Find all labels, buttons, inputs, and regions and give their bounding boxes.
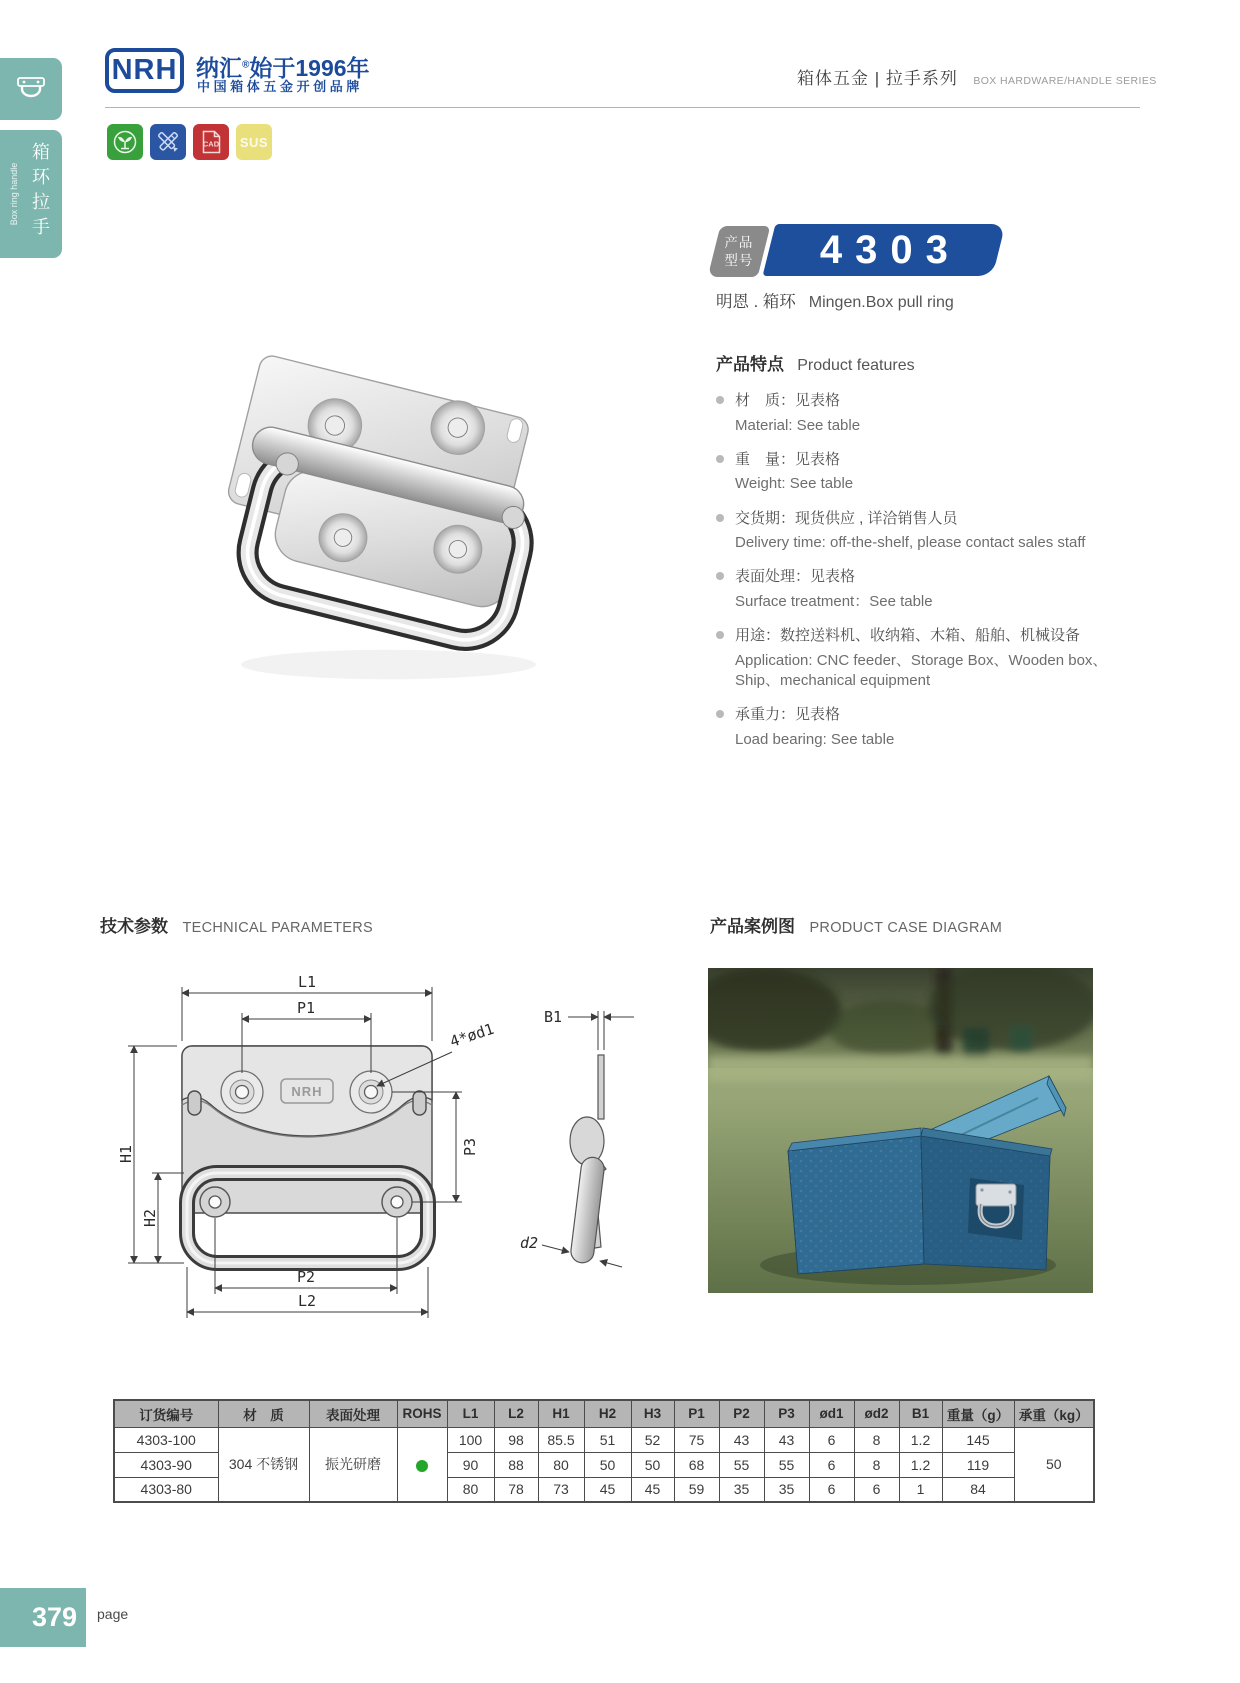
header-divider [105,107,1140,108]
cell-H2: 51 [584,1427,631,1452]
page-label: page [97,1606,129,1622]
feature-item [716,566,1140,612]
bullet-dot [716,396,724,404]
bullet-dot [716,572,724,580]
case-heading-zh: 产品案例图 [710,917,795,936]
col-header-P2: P2 [719,1400,764,1427]
col-header-B1: B1 [899,1400,942,1427]
tech-heading-zh: 技术参数 [100,917,168,936]
tech-heading-en: TECHNICAL PARAMETERS [182,920,373,936]
spec-table [113,1399,1095,1503]
certification-badges [107,124,272,160]
cell-B1: 1 [899,1477,942,1502]
dim-B1: B1 [543,1008,562,1026]
cell-od1: 6 [809,1452,854,1477]
eco-badge [107,124,143,160]
cell-H3: 45 [631,1477,674,1502]
cell-L1: 90 [447,1452,494,1477]
cell-od1: 6 [809,1477,854,1502]
cell-H1: 73 [538,1477,584,1502]
cell-weight: 119 [942,1452,1014,1477]
cell-load: 50 [1014,1427,1094,1502]
series-title [797,64,1157,89]
cell-P2: 43 [719,1427,764,1452]
technical-drawing [100,945,670,1345]
cell-L2: 98 [494,1427,538,1452]
features-title-zh: 产品特点 [716,355,784,374]
features-title-en: Product features [797,357,915,374]
cad-file-icon [197,128,225,156]
nrh-logo [105,48,184,93]
feature-en: Load bearing: See table [735,730,895,748]
cell-model: 4303-90 [114,1452,218,1477]
bullet-dot [716,514,724,522]
product-name-zh: 明恩 . 箱环 [716,293,796,311]
cell-P1: 68 [674,1452,719,1477]
model-number-banner [763,224,1006,276]
cell-P3: 55 [764,1452,809,1477]
feature-item [716,390,1140,436]
col-header-surface: 表面处理 [309,1400,397,1427]
cad-badge-label: CAD [202,139,220,149]
model-label-badge [708,226,771,277]
dim-hole-callout: 4*ød1 [447,1019,497,1051]
design-tools-badge [150,124,186,160]
series-title-en: BOX HARDWARE/HANDLE SERIES [973,75,1157,87]
cell-H3: 52 [631,1427,674,1452]
cell-P2: 35 [719,1477,764,1502]
embossed-logo-text: NRH [291,1084,323,1099]
dim-P3: P3 [461,1137,479,1157]
cell-P1: 59 [674,1477,719,1502]
brand-name-zh: 纳汇 [196,55,242,81]
col-header-od2: ød2 [854,1400,899,1427]
dim-d2: d2 [519,1234,538,1252]
table-row [114,1427,1094,1452]
cell-L2: 88 [494,1452,538,1477]
box-handle-icon [13,74,49,104]
cell-P3: 43 [764,1427,809,1452]
case-heading-en: PRODUCT CASE DIAGRAM [809,920,1003,936]
col-header-H1: H1 [538,1400,584,1427]
cell-P3: 35 [764,1477,809,1502]
rohs-compliant-dot [416,1460,428,1472]
sidebar-category-label [0,130,62,258]
bullet-dot [716,710,724,718]
sus-badge-label: SUS [239,134,269,150]
series-title-zh: 箱体五金 | 拉手系列 [797,69,958,88]
cell-surface: 振光研磨 [309,1427,397,1502]
cell-od1: 6 [809,1427,854,1452]
dim-H2: H2 [141,1208,159,1228]
cell-weight: 145 [942,1427,1014,1452]
cell-model: 4303-80 [114,1477,218,1502]
crossed-tools-icon [154,128,182,156]
cell-H3: 50 [631,1452,674,1477]
feature-en: Application: CNC feeder、Storage Box、Wooden box、Ship、mechanical equipment [735,651,1108,689]
col-header-H2: H2 [584,1400,631,1427]
feature-item [716,449,1140,495]
dim-L2: L2 [297,1292,317,1310]
cell-B1: 1.2 [899,1427,942,1452]
tech-parameters-heading [100,912,373,937]
features-title [716,350,1140,375]
feature-zh: 表面处理：见表格 [735,568,856,586]
cell-od2: 8 [854,1427,899,1452]
feature-zh: 交货期：现货供应 , 详洽销售人员 [735,509,958,527]
table-header-row [114,1400,1094,1427]
dim-P1: P1 [296,999,316,1017]
product-name-en: Mingen.Box pull ring [808,294,954,311]
model-label-text: 产品型号 [724,234,754,268]
col-header-L1: L1 [447,1400,494,1427]
col-header-load: 承重（kg） [1014,1400,1094,1427]
page-number: 379 [31,1602,77,1632]
feature-item [716,625,1140,691]
dim-H1: H1 [117,1144,135,1164]
nrh-logo-text: NRH [111,54,178,86]
cell-L2: 78 [494,1477,538,1502]
box-pull-ring-hardware [968,1178,1024,1240]
cell-od2: 8 [854,1452,899,1477]
feature-zh: 重 量：见表格 [735,450,841,468]
cell-weight: 84 [942,1477,1014,1502]
model-number: 4303 [820,227,961,272]
cell-B1: 1.2 [899,1452,942,1477]
col-header-order-number: 订货编号 [114,1400,218,1427]
feature-item [716,704,1140,750]
cell-model: 4303-100 [114,1427,218,1452]
feature-en: Surface treatment：See table [735,592,933,610]
cad-badge [193,124,229,160]
col-header-H3: H3 [631,1400,674,1427]
side-view [520,1008,634,1267]
feature-zh: 用途：数控送料机、收纳箱、木箱、船舶、机械设备 [735,627,1081,644]
sidebar-category-tab [0,58,62,120]
col-header-weight: 重量（g） [942,1400,1014,1427]
col-header-material: 材 质 [218,1400,309,1427]
category-name-zh: 箱环拉手 [30,142,50,242]
cell-rohs [397,1427,447,1502]
brand-subtitle: 中国箱体五金开创品牌 [197,79,364,94]
feature-zh: 材 质：见表格 [735,392,841,409]
cell-od2: 6 [854,1477,899,1502]
case-photo [708,968,1093,1293]
cell-L1: 100 [447,1427,494,1452]
cell-H1: 85.5 [538,1427,584,1452]
col-header-P1: P1 [674,1400,719,1427]
bullet-dot [716,455,724,463]
col-header-od1: ød1 [809,1400,854,1427]
product-name [716,288,954,312]
cell-H2: 50 [584,1452,631,1477]
col-header-L2: L2 [494,1400,538,1427]
feature-item [716,508,1140,554]
brand-tagline: 始于1996年 [249,55,370,81]
dim-P2: P2 [296,1268,316,1286]
sprout-icon [111,128,139,156]
feature-en: Material: See table [735,416,861,434]
product-photo [135,296,605,694]
col-header-P3: P3 [764,1400,809,1427]
feature-en: Weight: See table [735,475,854,493]
sus-badge [236,124,272,160]
cell-P1: 75 [674,1427,719,1452]
cell-P2: 55 [719,1452,764,1477]
registered-mark: ® [242,59,250,71]
cell-L1: 80 [447,1477,494,1502]
page-number-block [0,1588,86,1647]
category-name-en: Box ring handle [9,162,19,226]
dim-L1: L1 [297,973,317,991]
feature-en: Delivery time: off-the-shelf, please contact sales staff [735,534,1086,551]
cell-H2: 45 [584,1477,631,1502]
col-header-rohs: ROHS [397,1400,447,1427]
product-features [716,350,1140,763]
cell-H1: 80 [538,1452,584,1477]
bullet-dot [716,631,724,639]
cell-material: 304 不锈钢 [218,1427,309,1502]
case-diagram-heading [710,912,1002,937]
feature-zh: 承重力：见表格 [735,706,841,723]
